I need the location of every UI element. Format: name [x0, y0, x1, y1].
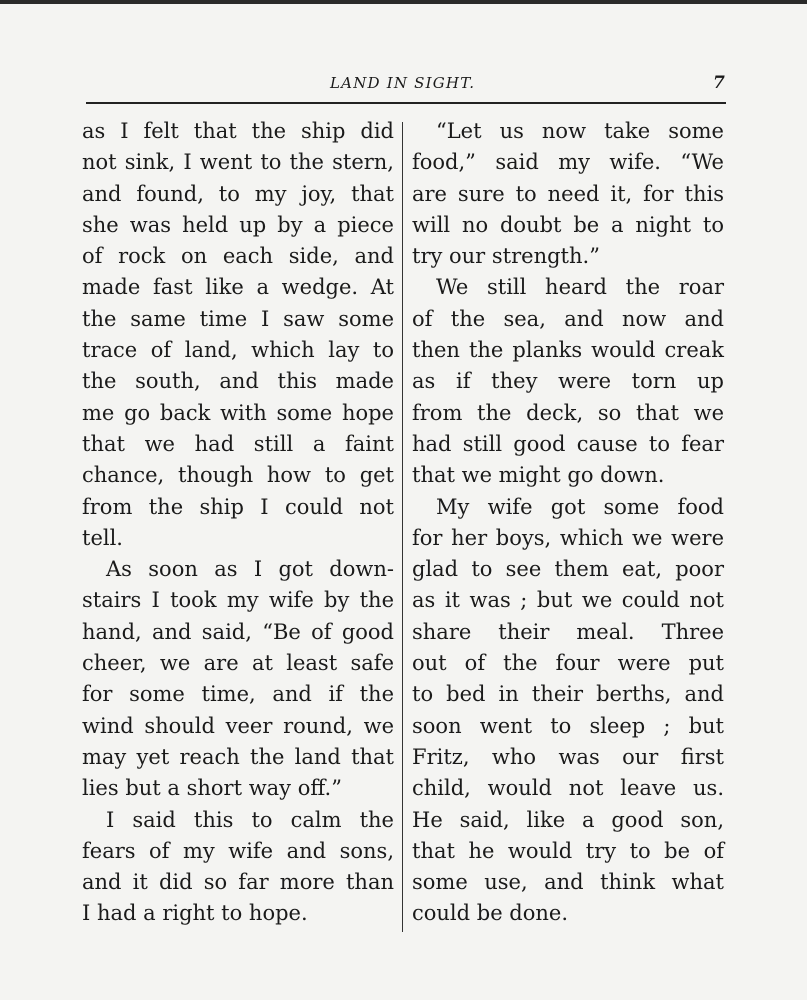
- text-line: she was held up by a piece: [82, 212, 394, 237]
- text-line: to bed in their berths, and: [412, 682, 724, 707]
- text-line: that we might go down.: [412, 463, 665, 488]
- text-line: may yet reach the land that: [82, 744, 394, 769]
- page-number: 7: [713, 73, 725, 93]
- text-line: that we had still a faint: [82, 431, 394, 456]
- text-line: of the sea, and now and: [412, 306, 724, 331]
- header-rule: [86, 102, 726, 104]
- text-line: out of the four were put: [412, 651, 724, 676]
- text-line: as I felt that the ship did: [82, 119, 394, 143]
- text-line: We still heard the roar: [436, 275, 724, 300]
- text-line: of rock on each side, and: [82, 244, 394, 269]
- text-line: not sink, I went to the stern,: [82, 150, 394, 175]
- column-divider: [402, 122, 403, 932]
- text-line: share their meal. Three: [412, 619, 724, 644]
- text-line: Fritz, who was our first: [412, 744, 724, 769]
- text-line: trace of land, which lay to: [82, 338, 394, 363]
- text-line: glad to see them eat, poor: [412, 557, 724, 582]
- text-line: As soon as I got down-: [106, 557, 394, 582]
- text-line: I had a right to hope.: [82, 901, 308, 926]
- text-line: tell.: [82, 525, 123, 550]
- text-line: me go back with some hope: [82, 400, 394, 425]
- text-line: He said, like a good son,: [412, 807, 724, 832]
- text-line: for some time, and if the: [82, 682, 394, 707]
- text-line: are sure to need it, for this: [412, 181, 724, 206]
- text-line: then the planks would creak: [412, 338, 724, 363]
- text-line: had still good cause to fear: [412, 431, 724, 456]
- text-line: cheer, we are at least safe: [82, 651, 394, 676]
- text-line: for her boys, which we were: [412, 525, 724, 550]
- text-line: try our strength.”: [412, 244, 600, 269]
- text-line: food,” said my wife. “We: [412, 150, 724, 175]
- text-line: My wife got some food: [436, 494, 724, 519]
- text-line: hand, and said, “Be of good: [82, 619, 394, 644]
- text-line: and found, to my joy, that: [82, 181, 394, 206]
- text-line: and it did so far more than: [82, 870, 394, 895]
- text-line: soon went to sleep ; but: [412, 713, 724, 738]
- text-line: from the ship I could not: [82, 494, 394, 519]
- text-line: wind should veer round, we: [82, 713, 394, 738]
- text-line: fears of my wife and sons,: [82, 838, 394, 863]
- text-line: that he would try to be of: [412, 838, 724, 863]
- text-line: child, would not leave us.: [412, 776, 724, 801]
- text-line: I said this to calm the: [106, 807, 394, 832]
- text-line: the south, and this made: [82, 369, 394, 394]
- page-top-edge: [0, 0, 807, 4]
- running-head: LAND IN SIGHT.: [330, 74, 476, 92]
- text-line: made fast like a wedge. At: [82, 275, 394, 300]
- text-line: chance, though how to get: [82, 463, 394, 488]
- text-line: some use, and think what: [412, 870, 724, 895]
- text-line: could be done.: [412, 901, 569, 926]
- text-line: as it was ; but we could not: [412, 588, 724, 613]
- text-line: as if they were torn up: [412, 369, 724, 394]
- left-column: [82, 116, 394, 930]
- text-line: the same time I saw some: [82, 306, 394, 331]
- text-line: “Let us now take some: [436, 119, 724, 143]
- text-line: lies but a short way off.”: [82, 776, 342, 801]
- right-column: [412, 116, 724, 930]
- text-line: from the deck, so that we: [412, 400, 724, 425]
- text-line: stairs I took my wife by the: [82, 588, 394, 613]
- text-line: will no doubt be a night to: [412, 212, 724, 237]
